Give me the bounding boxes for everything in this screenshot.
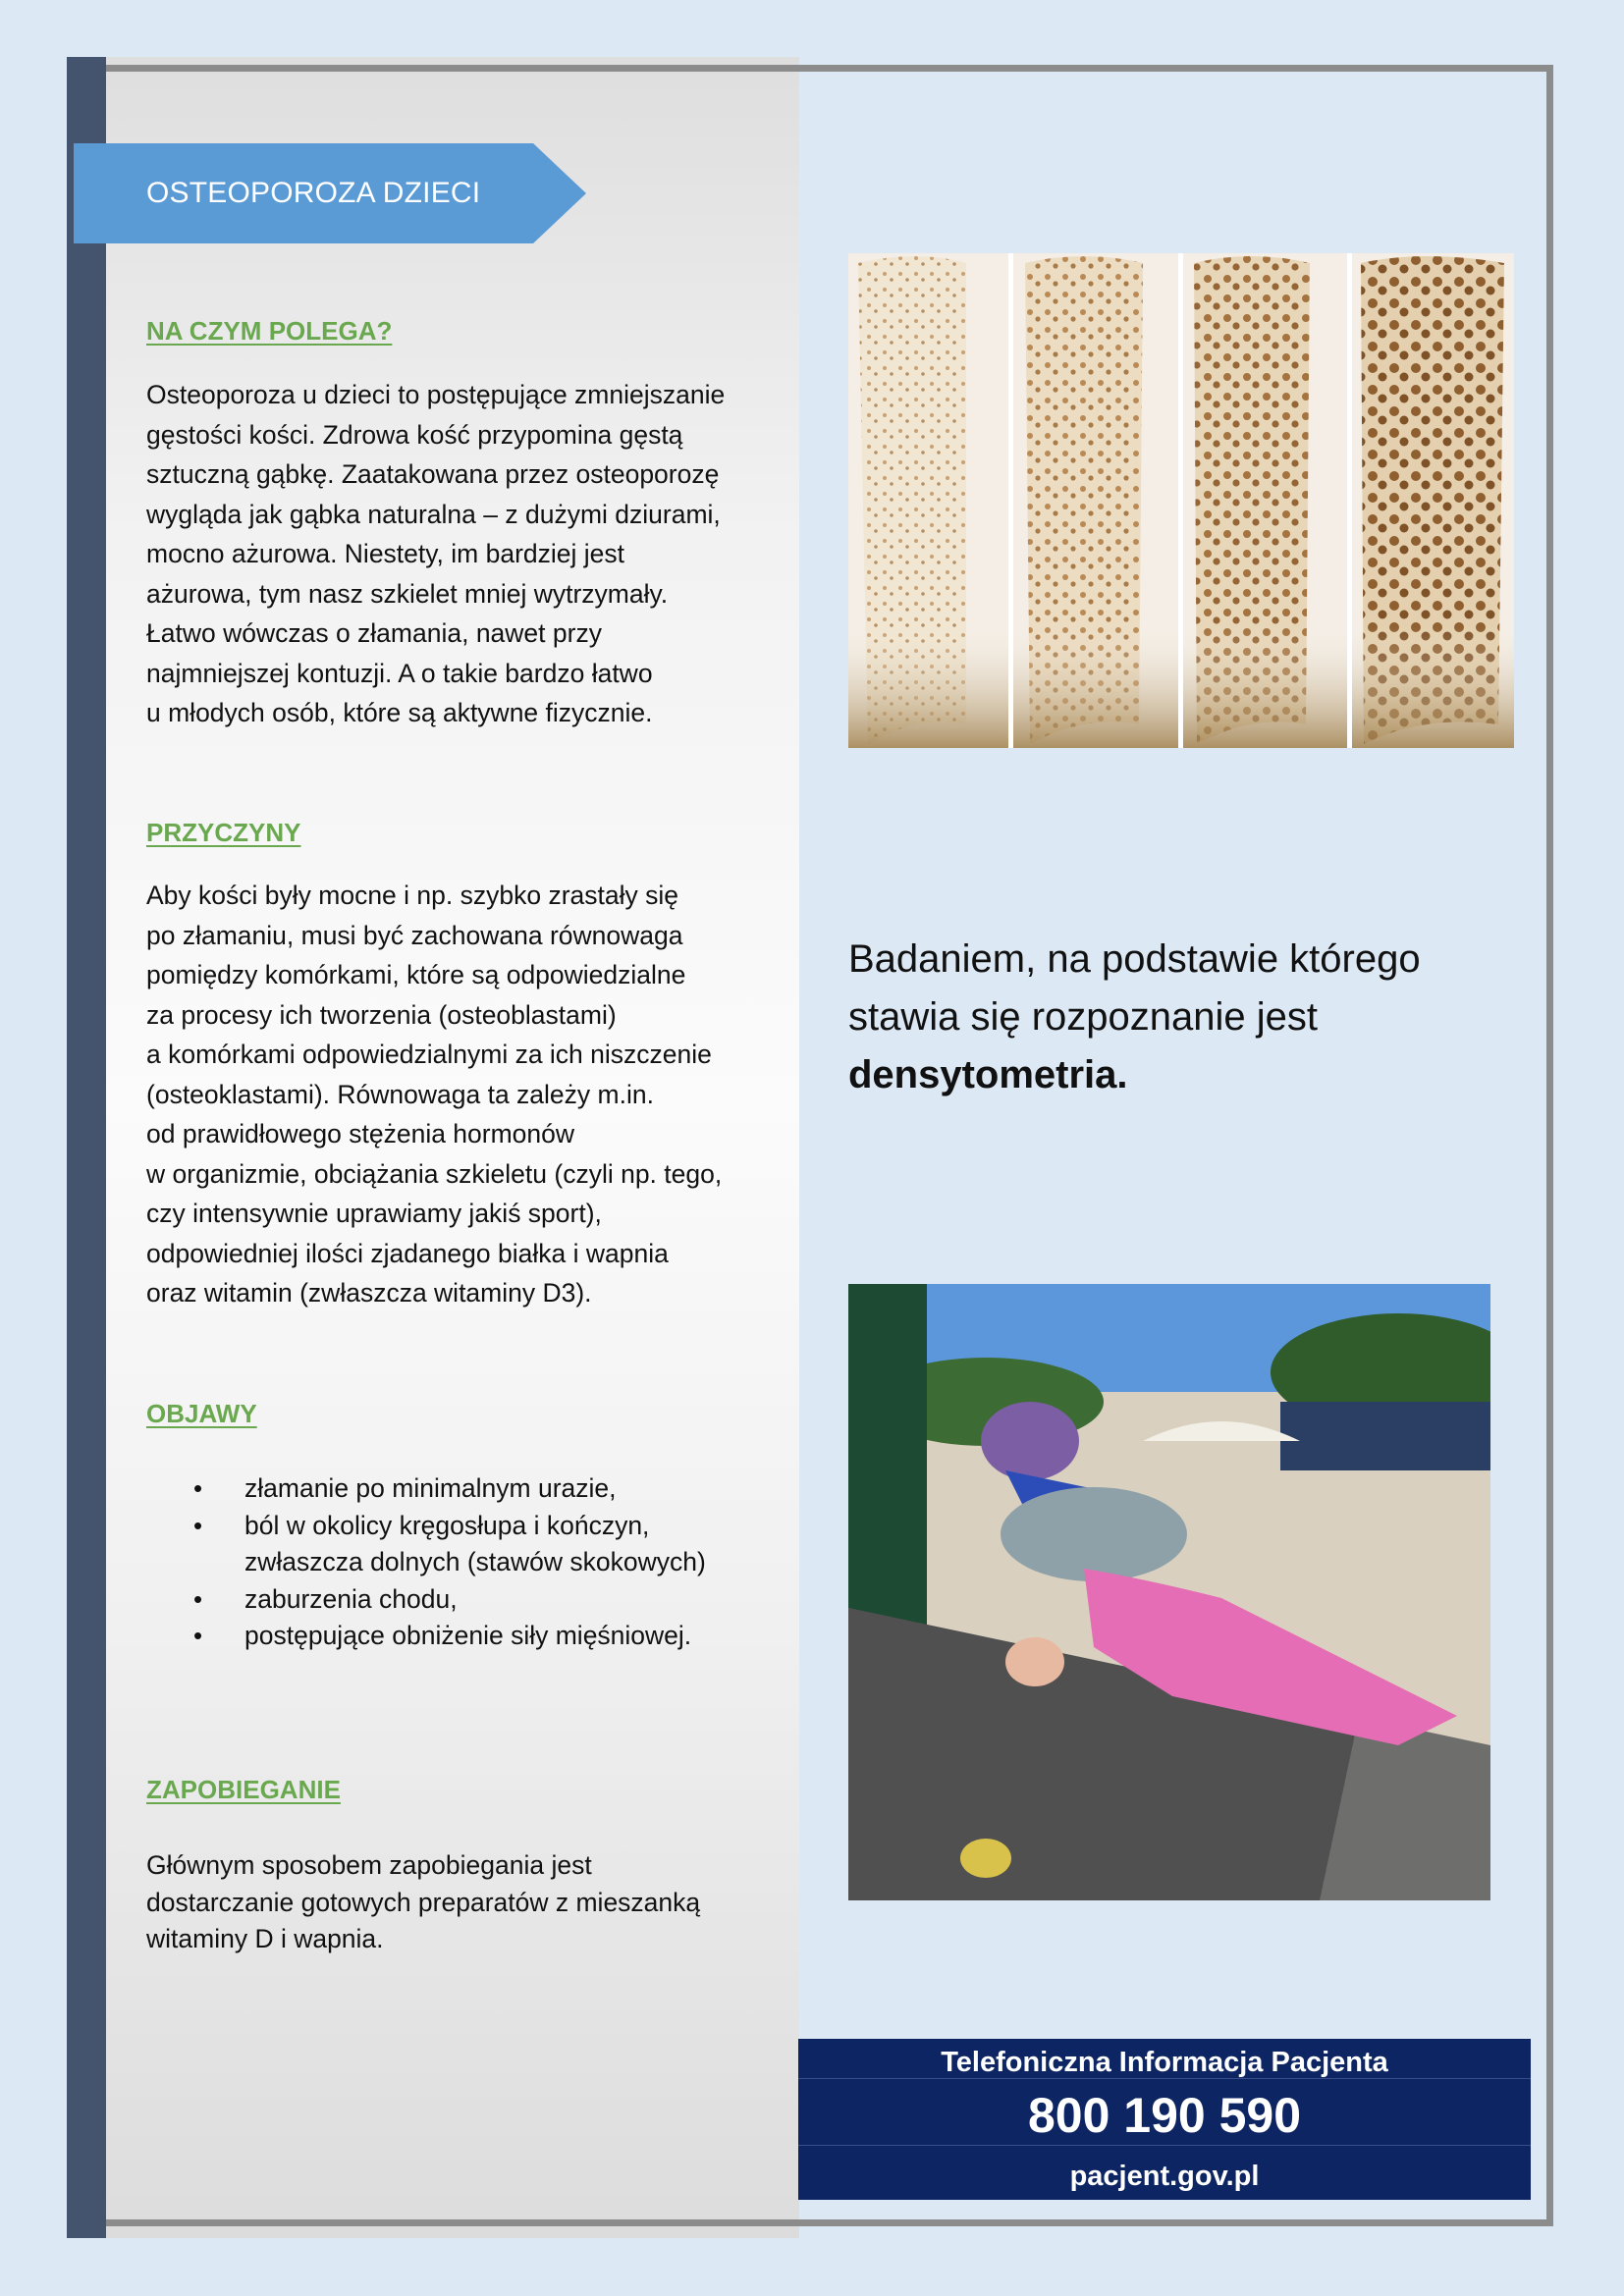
callout-text: Badaniem, na podstawie którego stawia się rozpoznanie jest — [848, 937, 1421, 1039]
bone-illustration — [848, 253, 1514, 748]
phone-number[interactable]: 800 190 590 — [1027, 2088, 1302, 2143]
left-accent-bar — [67, 57, 106, 2238]
bone-illustration-svg — [848, 253, 1514, 748]
website-link[interactable]: pacjent.gov.pl — [1069, 2161, 1260, 2192]
title-banner — [74, 143, 586, 243]
playground-photo — [848, 1284, 1490, 1900]
playground-photo-svg — [848, 1284, 1490, 1900]
page-title: OSTEOPOROZA DZIECI — [146, 177, 481, 209]
list-item: • ból w okolicy kręgosłupa i kończyn, zwłaszcza dolnych (stawów skokowych) — [146, 1508, 775, 1581]
list-item: • zaburzenia chodu, — [146, 1581, 775, 1619]
list-item: • złamanie po minimalnym urazie, — [146, 1470, 775, 1508]
heading-na-czym-polega: NA CZYM POLEGA? — [146, 316, 393, 346]
diagnosis-callout — [848, 931, 1477, 1104]
intro-text: Osteoporoza u dzieci to postępujące zmniejszanie gęstości kości. Zdrowa kość przypomina gęstą sztuczną gąbkę. Zaatakowana przez osteoporozę wygląda jak gąbka naturalna – z dużymi dziurami, mocno ażurowa. Niestety, im bardziej jest ażurowa, tym nasz szkielet mniej wytrzymały. Łatwo wówczas o złamania, nawet przy najmniejszej kontuzji. A o takie bardzo łatwo u młodych osób, które są aktywne fizycznie. — [146, 380, 726, 727]
info-title: Telefoniczna Informacja Pacjenta — [941, 2047, 1388, 2078]
divider — [798, 2145, 1531, 2146]
list-item: • postępujące obniżenie siły mięśniowej. — [146, 1618, 775, 1655]
symptoms-list — [146, 1470, 775, 1655]
callout-bold-term: densytometria. — [848, 1053, 1128, 1096]
prevention-text: Głównym sposobem zapobiegania jest dostarczanie gotowych preparatów z mieszanką witaminy D i wapnia. — [146, 1850, 701, 1953]
heading-zapobieganie: ZAPOBIEGANIE — [146, 1775, 341, 1804]
heading-przyczyny: PRZYCZYNY — [146, 818, 301, 847]
divider — [798, 2078, 1531, 2079]
causes-text: Aby kości były mocne i np. szybko zrastały się po złamaniu, musi być zachowana równowaga pomiędzy komórkami, które są odpowiedzialne za procesy ich tworzenia (osteoblastami) a komórkami odpowiedzialnymi za ich niszczenie (osteoklastami). Równowaga ta zależy m.in. od prawidłowego stężenia hormonów w organizmie, obciążania szkieletu (czyli np. tego, czy intensywnie uprawiamy jakiś sport), odpowiedniej ilości zjadanego białka i wapnia oraz witamin (zwłaszcza witaminy D3). — [146, 881, 723, 1308]
patient-info-box — [798, 2039, 1531, 2200]
heading-objawy: OBJAWY — [146, 1399, 257, 1428]
